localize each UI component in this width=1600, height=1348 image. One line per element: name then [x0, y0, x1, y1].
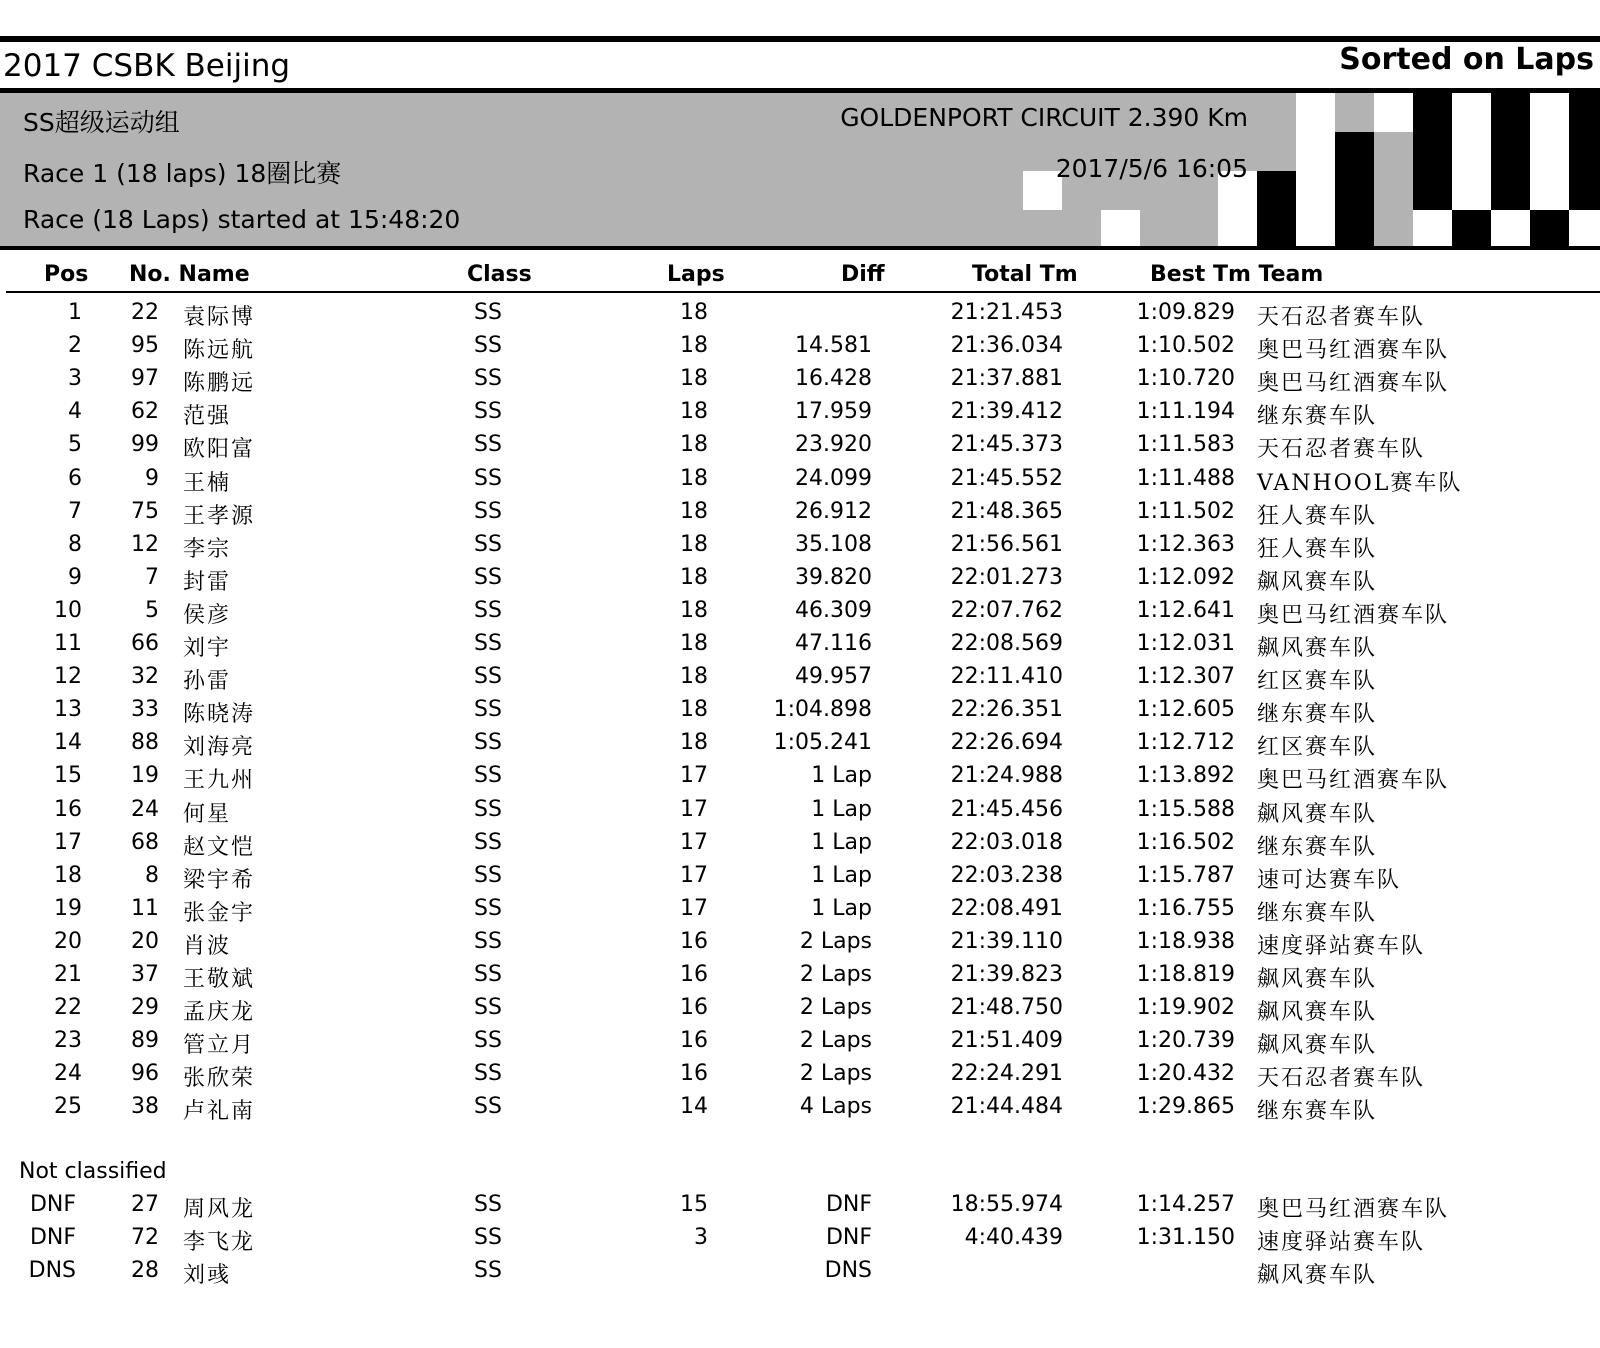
number-cell: 29	[131, 995, 159, 1021]
table-row	[0, 830, 1600, 863]
table-row	[0, 631, 1600, 664]
team-cell: 奥巴马红酒赛车队	[1257, 338, 1450, 364]
best-time-cell: 1:12.307	[1136, 664, 1235, 690]
diff-cell: 24.099	[795, 465, 872, 491]
class-cell: SS	[474, 730, 502, 756]
position-cell: 9	[68, 564, 82, 590]
name-cell: 王九州	[183, 768, 256, 794]
class-cell: SS	[474, 796, 502, 822]
class-cell: SS	[474, 366, 502, 392]
total-time-cell: 21:37.881	[950, 366, 1063, 392]
number-cell: 12	[131, 531, 159, 557]
class-cell: SS	[474, 895, 502, 921]
total-time-cell: 21:45.456	[950, 796, 1063, 822]
team-cell: 飙风赛车队	[1257, 636, 1378, 661]
position-cell: 14	[54, 730, 82, 756]
name-cell: 王孝源	[183, 503, 256, 529]
circuit: GOLDENPORT CIRCUIT 2.390 Km	[840, 103, 1248, 132]
total-time-cell: 22:03.018	[950, 829, 1063, 855]
table-row	[0, 896, 1600, 929]
name-cell: 李宗	[183, 536, 232, 562]
position-cell: 5	[68, 432, 82, 458]
number-cell: 32	[131, 664, 159, 690]
class-cell: SS	[474, 597, 502, 623]
laps-cell: 18	[680, 564, 708, 590]
table-row	[0, 1061, 1600, 1094]
number-cell: 27	[131, 1192, 159, 1217]
laps-cell: 16	[680, 1028, 708, 1054]
team-cell: 继东赛车队	[1257, 834, 1378, 860]
name-cell: 周风龙	[183, 1197, 256, 1222]
position-cell: 13	[54, 697, 82, 723]
laps-cell: 18	[680, 664, 708, 690]
number-cell: 66	[131, 631, 159, 656]
class-cell: SS	[474, 1258, 502, 1283]
table-row	[0, 1028, 1600, 1061]
table-row	[0, 697, 1600, 730]
total-time-cell: 22:26.694	[950, 730, 1063, 756]
diff-cell: 1 Lap	[811, 796, 872, 822]
best-time-cell: 1:11.194	[1136, 399, 1235, 425]
position-cell: 18	[54, 862, 82, 888]
laps-cell: 18	[680, 333, 708, 359]
table-row	[0, 532, 1600, 565]
class-cell: SS	[474, 1192, 502, 1217]
best-time-cell: 1:20.432	[1136, 1061, 1235, 1087]
number-cell: 28	[131, 1258, 159, 1283]
diff-cell: 23.920	[795, 432, 872, 458]
name-cell: 刘宇	[183, 636, 232, 661]
best-time-cell: 1:10.502	[1136, 333, 1235, 359]
col-total: Total Tm	[972, 262, 1078, 287]
table-row	[0, 366, 1600, 399]
team-cell: 继东赛车队	[1257, 702, 1378, 728]
total-time-cell: 21:56.561	[950, 531, 1063, 557]
position-cell: DNF	[29, 1225, 76, 1250]
laps-cell: 18	[680, 531, 708, 557]
diff-cell: 26.912	[795, 498, 872, 524]
table-row	[0, 333, 1600, 366]
diff-cell: 4 Laps	[799, 1094, 872, 1120]
class-cell: SS	[474, 995, 502, 1021]
position-cell: 6	[68, 465, 82, 491]
class-cell: SS	[474, 1225, 502, 1250]
total-time-cell: 18:55.974	[950, 1192, 1063, 1217]
team-cell: VANHOOL赛车队	[1257, 470, 1463, 496]
team-cell: 速度驿站赛车队	[1257, 933, 1426, 959]
best-time-cell: 1:09.829	[1136, 300, 1235, 325]
number-cell: 22	[131, 300, 159, 325]
total-time-cell: 22:08.569	[950, 631, 1063, 656]
class-cell: SS	[474, 631, 502, 656]
diff-cell: 47.116	[795, 631, 872, 656]
number-cell: 9	[145, 465, 159, 491]
team-cell: 红区赛车队	[1257, 735, 1378, 761]
best-time-cell: 1:11.488	[1136, 465, 1235, 491]
laps-cell: 18	[680, 597, 708, 623]
best-time-cell: 1:11.583	[1136, 432, 1235, 458]
team-cell: 奥巴马红酒赛车队	[1257, 1197, 1450, 1222]
number-cell: 97	[131, 366, 159, 392]
number-cell: 75	[131, 498, 159, 524]
col-no-name: No. Name	[129, 262, 250, 287]
best-time-cell: 1:12.641	[1136, 597, 1235, 623]
team-cell: 继东赛车队	[1257, 1099, 1378, 1125]
total-time-cell: 21:45.552	[950, 465, 1063, 491]
diff-cell: 39.820	[795, 564, 872, 590]
best-time-cell: 1:10.720	[1136, 366, 1235, 392]
team-cell: 飙风赛车队	[1257, 1000, 1378, 1026]
position-cell: 19	[54, 895, 82, 921]
name-cell: 赵文恺	[183, 834, 256, 860]
class-name: SS超级运动组	[23, 108, 180, 137]
team-cell: 天石忍者赛车队	[1257, 437, 1426, 463]
header-underline	[6, 291, 1600, 293]
diff-cell: 1 Lap	[811, 862, 872, 888]
number-cell: 24	[131, 796, 159, 822]
total-time-cell: 21:39.110	[950, 928, 1063, 954]
position-cell: 1	[68, 300, 82, 325]
team-cell: 继东赛车队	[1257, 404, 1378, 430]
name-cell: 梁宇希	[183, 867, 256, 893]
class-cell: SS	[474, 498, 502, 524]
number-cell: 7	[145, 564, 159, 590]
best-time-cell: 1:18.819	[1136, 962, 1235, 987]
table-row	[0, 763, 1600, 796]
best-time-cell: 1:12.363	[1136, 531, 1235, 557]
team-cell: 奥巴马红酒赛车队	[1257, 602, 1450, 628]
table-row	[0, 730, 1600, 763]
class-cell: SS	[474, 928, 502, 954]
laps-cell: 14	[680, 1094, 708, 1120]
position-cell: 15	[54, 763, 82, 789]
name-cell: 陈鹏远	[183, 371, 256, 397]
diff-cell: 2 Laps	[799, 1061, 872, 1087]
total-time-cell: 21:39.412	[950, 399, 1063, 425]
table-row	[0, 962, 1600, 995]
table-row	[0, 499, 1600, 532]
total-time-cell: 21:24.988	[950, 763, 1063, 789]
laps-cell: 18	[680, 366, 708, 392]
laps-cell: 15	[680, 1192, 708, 1217]
diff-cell: 2 Laps	[799, 962, 872, 987]
team-cell: 飙风赛车队	[1257, 801, 1378, 827]
class-cell: SS	[474, 465, 502, 491]
diff-cell: 1:05.241	[773, 730, 872, 756]
class-cell: SS	[474, 300, 502, 325]
total-time-cell: 21:39.823	[950, 962, 1063, 987]
race-info-panel	[0, 93, 1600, 246]
team-cell: 天石忍者赛车队	[1257, 305, 1426, 330]
laps-cell: 18	[680, 399, 708, 425]
table-row	[0, 664, 1600, 697]
team-cell: 飙风赛车队	[1257, 569, 1378, 595]
diff-cell: 1 Lap	[811, 895, 872, 921]
position-cell: 21	[54, 962, 82, 987]
diff-cell: 46.309	[795, 597, 872, 623]
laps-cell: 16	[680, 962, 708, 987]
laps-cell: 18	[680, 730, 708, 756]
total-time-cell: 22:24.291	[950, 1061, 1063, 1087]
col-diff: Diff	[841, 262, 885, 287]
class-cell: SS	[474, 697, 502, 723]
team-cell: 速可达赛车队	[1257, 867, 1402, 893]
best-time-cell: 1:12.605	[1136, 697, 1235, 723]
panel-rule	[0, 246, 1600, 250]
team-cell: 天石忍者赛车队	[1257, 1066, 1426, 1092]
best-time-cell: 1:15.588	[1136, 796, 1235, 822]
class-cell: SS	[474, 564, 502, 590]
number-cell: 19	[131, 763, 159, 789]
total-time-cell: 21:44.484	[950, 1094, 1063, 1120]
name-cell: 封雷	[183, 569, 232, 595]
laps-cell: 18	[680, 300, 708, 325]
class-cell: SS	[474, 1094, 502, 1120]
position-cell: 2	[68, 333, 82, 359]
class-cell: SS	[474, 1028, 502, 1054]
col-pos: Pos	[44, 262, 89, 287]
position-cell: 25	[54, 1094, 82, 1120]
diff-cell: DNF	[825, 1225, 872, 1250]
best-time-cell: 1:12.031	[1136, 631, 1235, 656]
title-row	[0, 42, 1600, 88]
laps-cell: 16	[680, 1061, 708, 1087]
position-cell: 4	[68, 399, 82, 425]
name-cell: 侯彦	[183, 602, 232, 628]
best-time-cell: 1:16.502	[1136, 829, 1235, 855]
event-title: 2017 CSBK Beijing	[3, 48, 291, 84]
team-cell: 飙风赛车队	[1257, 967, 1378, 992]
name-cell: 肖波	[183, 933, 232, 959]
laps-cell: 17	[680, 763, 708, 789]
class-cell: SS	[474, 664, 502, 690]
laps-cell: 18	[680, 432, 708, 458]
table-row	[0, 995, 1600, 1028]
table-row	[0, 863, 1600, 896]
class-cell: SS	[474, 962, 502, 987]
total-time-cell: 21:45.373	[950, 432, 1063, 458]
team-cell: 继东赛车队	[1257, 900, 1378, 926]
total-time-cell: 22:08.491	[950, 895, 1063, 921]
diff-cell: 1 Lap	[811, 763, 872, 789]
name-cell: 王楠	[183, 470, 232, 496]
position-cell: 7	[68, 498, 82, 524]
team-cell: 奥巴马红酒赛车队	[1257, 768, 1450, 794]
laps-cell: 17	[680, 895, 708, 921]
best-time-cell: 1:18.938	[1136, 928, 1235, 954]
name-cell: 刘海亮	[183, 735, 256, 761]
number-cell: 68	[131, 829, 159, 855]
total-time-cell: 21:48.365	[950, 498, 1063, 524]
table-row	[0, 1094, 1600, 1127]
race-name: Race 1 (18 laps) 18圈比赛	[23, 159, 342, 188]
number-cell: 37	[131, 962, 159, 987]
team-cell: 飙风赛车队	[1257, 1263, 1378, 1288]
number-cell: 20	[131, 928, 159, 954]
position-cell: 22	[54, 995, 82, 1021]
total-time-cell: 22:07.762	[950, 597, 1063, 623]
team-cell: 狂人赛车队	[1257, 536, 1378, 562]
laps-cell: 18	[680, 465, 708, 491]
table-row	[0, 1192, 1600, 1225]
position-cell: DNS	[28, 1258, 76, 1283]
best-time-cell: 1:12.712	[1136, 730, 1235, 756]
position-cell: 20	[54, 928, 82, 954]
position-cell: 11	[54, 631, 82, 656]
name-cell: 张欣荣	[183, 1066, 256, 1092]
not-classified-label: Not classified	[19, 1159, 167, 1184]
diff-cell: 1:04.898	[773, 697, 872, 723]
race-start: Race (18 Laps) started at 15:48:20	[23, 205, 461, 234]
best-time-cell: 1:11.502	[1136, 498, 1235, 524]
class-cell: SS	[474, 1061, 502, 1087]
table-row	[0, 1258, 1600, 1291]
number-cell: 11	[131, 895, 159, 921]
class-cell: SS	[474, 432, 502, 458]
name-cell: 孙雷	[183, 669, 232, 695]
position-cell: 16	[54, 796, 82, 822]
table-row	[0, 797, 1600, 830]
col-laps: Laps	[667, 262, 725, 287]
team-cell: 红区赛车队	[1257, 669, 1378, 695]
name-cell: 王敬斌	[183, 967, 256, 992]
laps-cell: 18	[680, 697, 708, 723]
total-time-cell: 21:51.409	[950, 1028, 1063, 1054]
sort-label: Sorted on Laps	[1339, 42, 1594, 77]
number-cell: 72	[131, 1225, 159, 1250]
team-cell: 速度驿站赛车队	[1257, 1230, 1426, 1255]
team-cell: 飙风赛车队	[1257, 1033, 1378, 1059]
name-cell: 范强	[183, 404, 232, 430]
diff-cell: 49.957	[795, 664, 872, 690]
total-time-cell: 22:11.410	[950, 664, 1063, 690]
best-time-cell: 1:14.257	[1136, 1192, 1235, 1217]
total-time-cell: 4:40.439	[964, 1225, 1063, 1250]
class-cell: SS	[474, 399, 502, 425]
table-row	[0, 598, 1600, 631]
table-row	[0, 565, 1600, 598]
laps-cell: 18	[680, 631, 708, 656]
best-time-cell: 1:29.865	[1136, 1094, 1235, 1120]
table-row	[0, 929, 1600, 962]
laps-cell: 17	[680, 862, 708, 888]
number-cell: 5	[145, 597, 159, 623]
total-time-cell: 21:48.750	[950, 995, 1063, 1021]
diff-cell: 35.108	[795, 531, 872, 557]
number-cell: 99	[131, 432, 159, 458]
total-time-cell: 22:01.273	[950, 564, 1063, 590]
total-time-cell: 22:26.351	[950, 697, 1063, 723]
number-cell: 8	[145, 862, 159, 888]
table-row	[0, 1225, 1600, 1258]
diff-cell: 2 Laps	[799, 1028, 872, 1054]
team-cell: 狂人赛车队	[1257, 503, 1378, 529]
col-class: Class	[467, 262, 532, 287]
name-cell: 欧阳富	[183, 437, 256, 463]
best-time-cell: 1:16.755	[1136, 895, 1235, 921]
position-cell: 17	[54, 829, 82, 855]
diff-cell: 2 Laps	[799, 995, 872, 1021]
number-cell: 95	[131, 333, 159, 359]
best-time-cell: 1:20.739	[1136, 1028, 1235, 1054]
diff-cell: 1 Lap	[811, 829, 872, 855]
position-cell: 10	[54, 597, 82, 623]
name-cell: 李飞龙	[183, 1230, 256, 1255]
diff-cell: 2 Laps	[799, 928, 872, 954]
table-row	[0, 300, 1600, 333]
class-cell: SS	[474, 829, 502, 855]
diff-cell: DNF	[825, 1192, 872, 1217]
total-time-cell: 21:21.453	[950, 300, 1063, 325]
class-cell: SS	[474, 333, 502, 359]
number-cell: 89	[131, 1028, 159, 1054]
best-time-cell: 1:13.892	[1136, 763, 1235, 789]
laps-cell: 17	[680, 829, 708, 855]
name-cell: 卢礼南	[183, 1099, 256, 1125]
best-time-cell: 1:15.787	[1136, 862, 1235, 888]
position-cell: DNF	[29, 1192, 76, 1217]
diff-cell: DNS	[824, 1258, 872, 1283]
number-cell: 96	[131, 1061, 159, 1087]
diff-cell: 14.581	[795, 333, 872, 359]
diff-cell: 17.959	[795, 399, 872, 425]
class-cell: SS	[474, 531, 502, 557]
name-cell: 张金宇	[183, 900, 256, 926]
number-cell: 33	[131, 697, 159, 723]
laps-cell: 18	[680, 498, 708, 524]
best-time-cell: 1:12.092	[1136, 564, 1235, 590]
laps-cell: 3	[694, 1225, 708, 1250]
position-cell: 24	[54, 1061, 82, 1087]
position-cell: 12	[54, 664, 82, 690]
class-cell: SS	[474, 862, 502, 888]
position-cell: 23	[54, 1028, 82, 1054]
name-cell: 陈远航	[183, 338, 256, 364]
number-cell: 88	[131, 730, 159, 756]
best-time-cell: 1:19.902	[1136, 995, 1235, 1021]
name-cell: 刘彧	[183, 1263, 232, 1288]
total-time-cell: 21:36.034	[950, 333, 1063, 359]
table-row	[0, 432, 1600, 465]
table-row	[0, 466, 1600, 499]
position-cell: 3	[68, 366, 82, 392]
best-time-cell: 1:31.150	[1136, 1225, 1235, 1250]
name-cell: 何星	[183, 801, 232, 827]
laps-cell: 17	[680, 796, 708, 822]
diff-cell: 16.428	[795, 366, 872, 392]
class-cell: SS	[474, 763, 502, 789]
name-cell: 袁际博	[183, 305, 256, 330]
name-cell: 陈晓涛	[183, 702, 256, 728]
col-best-team: Best Tm Team	[1150, 262, 1324, 287]
team-cell: 奥巴马红酒赛车队	[1257, 371, 1450, 397]
laps-cell: 16	[680, 928, 708, 954]
name-cell: 管立月	[183, 1033, 256, 1059]
total-time-cell: 22:03.238	[950, 862, 1063, 888]
name-cell: 孟庆龙	[183, 1000, 256, 1026]
number-cell: 62	[131, 399, 159, 425]
laps-cell: 16	[680, 995, 708, 1021]
position-cell: 8	[68, 531, 82, 557]
number-cell: 38	[131, 1094, 159, 1120]
table-row	[0, 399, 1600, 432]
race-datetime: 2017/5/6 16:05	[1055, 154, 1248, 183]
